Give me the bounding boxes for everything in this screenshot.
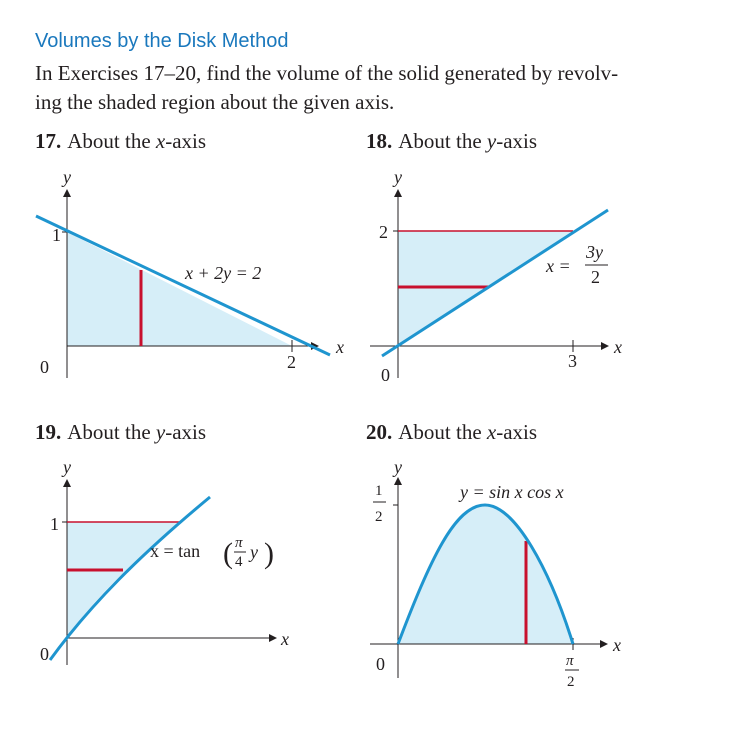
shaded-region <box>67 522 181 638</box>
exercise-suffix: -axis <box>165 129 207 153</box>
y-tick-label: 2 <box>379 222 388 242</box>
exercise-prefix: About the <box>67 420 156 444</box>
equation-denominator: 2 <box>591 267 600 287</box>
instructions-line-2: ing the shaded region about the given axis. <box>35 90 395 114</box>
equation-lhs: x = tan <box>150 541 201 561</box>
exercise-prefix: About the <box>67 129 156 153</box>
equation-y: y <box>250 542 258 562</box>
right-paren: ) <box>264 537 274 570</box>
x-tick-label: 3 <box>568 351 577 371</box>
y-axis-label: y <box>394 167 402 187</box>
x-axis-label: x <box>336 337 344 357</box>
exercise-axis: y <box>155 420 166 444</box>
y-axis-label: y <box>63 167 71 187</box>
x-axis-label: x <box>281 629 289 649</box>
origin-label: 0 <box>381 365 390 385</box>
equation-numerator: 3y <box>586 242 603 262</box>
left-paren: ( <box>223 537 233 570</box>
x-axis-label: x <box>614 337 622 357</box>
exercise-suffix: -axis <box>165 420 207 444</box>
exercise-suffix: -axis <box>496 420 538 444</box>
equation-pi: π <box>235 535 243 551</box>
exercise-prefix: About the <box>398 420 487 444</box>
y-tick-label: 1 <box>50 514 59 534</box>
origin-label: 0 <box>40 357 49 377</box>
x-tick-label: 2 <box>287 352 296 372</box>
y-tick-label: 1 <box>52 225 61 245</box>
exercise-number: 19. <box>35 420 62 444</box>
graph-20 <box>370 457 621 690</box>
instructions-line-1: In Exercises 17–20, find the volume of the solid generated by revolv- <box>35 61 619 85</box>
exercise-number: 20. <box>366 420 393 444</box>
origin-label: 0 <box>376 654 385 674</box>
y-tick-numerator: 1 <box>375 483 383 499</box>
section-heading: Volumes by the Disk Method <box>35 30 289 52</box>
shaded-region <box>67 232 292 346</box>
exercise-axis: x <box>486 420 497 444</box>
equation-label: x + 2y = 2 <box>185 263 262 283</box>
graph-18 <box>370 167 622 385</box>
origin-label: 0 <box>40 644 49 664</box>
exercise-suffix: -axis <box>496 129 538 153</box>
equation-lhs: x = <box>546 256 571 276</box>
exercise-axis: y <box>486 129 497 153</box>
y-tick-denominator: 2 <box>375 509 383 525</box>
y-axis-label: y <box>63 457 71 477</box>
y-axis-label: y <box>394 457 402 477</box>
exercise-number: 17. <box>35 129 62 153</box>
graph-17 <box>36 167 344 378</box>
exercise-prefix: About the <box>398 129 487 153</box>
exercise-number: 18. <box>366 129 393 153</box>
exercise-axis: x <box>155 129 166 153</box>
x-axis-label: x <box>613 635 621 655</box>
equation-four: 4 <box>235 554 243 570</box>
x-tick-denominator: 2 <box>567 674 575 690</box>
equation-label: y = sin x cos x <box>460 482 564 502</box>
x-tick-numerator: π <box>566 653 574 669</box>
graph-19 <box>40 457 289 665</box>
